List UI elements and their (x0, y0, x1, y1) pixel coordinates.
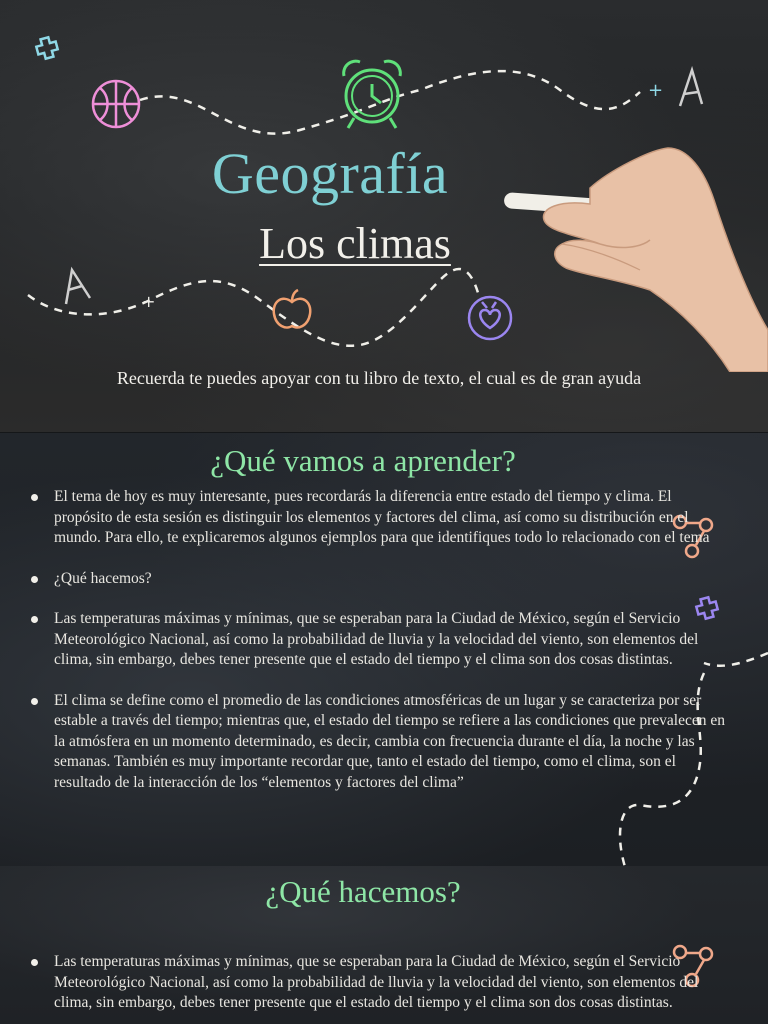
what-list (28, 952, 728, 1014)
list-item: Las temperaturas máximas y mínimas, que se esperaban para la Ciudad de México, según el Servicio Meteorológico Nacional, así como la probabilidad de lluvia y la velocidad del viento, son elementos del clima, sin embargo, debes tener presente que el estado del tiempo y el clima son dos cosas distintas. (28, 952, 728, 1014)
apple-icon (274, 290, 311, 328)
page-subtitle (0, 218, 710, 269)
alarm-clock-icon (344, 61, 401, 128)
plus-sign-bottom: + (142, 292, 156, 311)
subtitle-text: Los climas (259, 219, 451, 268)
section-heading-what: ¿Qué hacemos? (265, 874, 461, 909)
list-item: El clima se define como el promedio de las condiciones atmosféricas de un lugar y se caracteriza por ser estable a través del tiempo; mientras que, el estado del tiempo se refiere a las condiciones que prevalecen en la atmósfera en un momento determinado, es decir, cambia con frecuencia durante el día, la noche y las semanas. También es muy importante recordar que, tanto el estado del tiempo, como el clima, son el resultado de la interacción de los “elementos y factores del clima” (28, 691, 728, 794)
puzzle-icon (35, 36, 59, 60)
plus-sign-top: + (648, 80, 664, 101)
dashed-path-bottom (28, 269, 480, 346)
list-item: Las temperaturas máximas y mínimas, que se esperaban para la Ciudad de México, según el Servicio Meteorológico Nacional, así como la probabilidad de lluvia y la velocidad del viento, son elementos del clima, sin embargo, debes tener presente que el estado del tiempo y el clima son dos cosas distintas. (28, 609, 728, 671)
page-title: Geografía (211, 141, 449, 206)
section-heading-learn: ¿Qué vamos a aprender? (210, 443, 516, 478)
learn-list (28, 487, 728, 793)
letter-a-icon-top (680, 70, 702, 106)
list-item: El tema de hoy es muy interesante, pues recordarás la diferencia entre estado del tiempo y clima. El propósito de esta sesión es distinguir los elementos y factores del clima, así como su distribución en el mundo. Para ello, te explicaremos algunos ejemplos para que identifiques todo lo relacionado con el tema (28, 487, 728, 549)
list-item: ¿Qué hacemos? (28, 569, 728, 590)
letter-a-icon-bottom (66, 270, 90, 304)
intro-note: Recuerda te puedes apoyar con tu libro de texto, el cual es de gran ayuda (116, 368, 642, 388)
what-we-do-slide (0, 866, 768, 1024)
title-slide (0, 0, 768, 432)
basketball-icon (93, 81, 139, 127)
learning-slide (0, 432, 768, 867)
